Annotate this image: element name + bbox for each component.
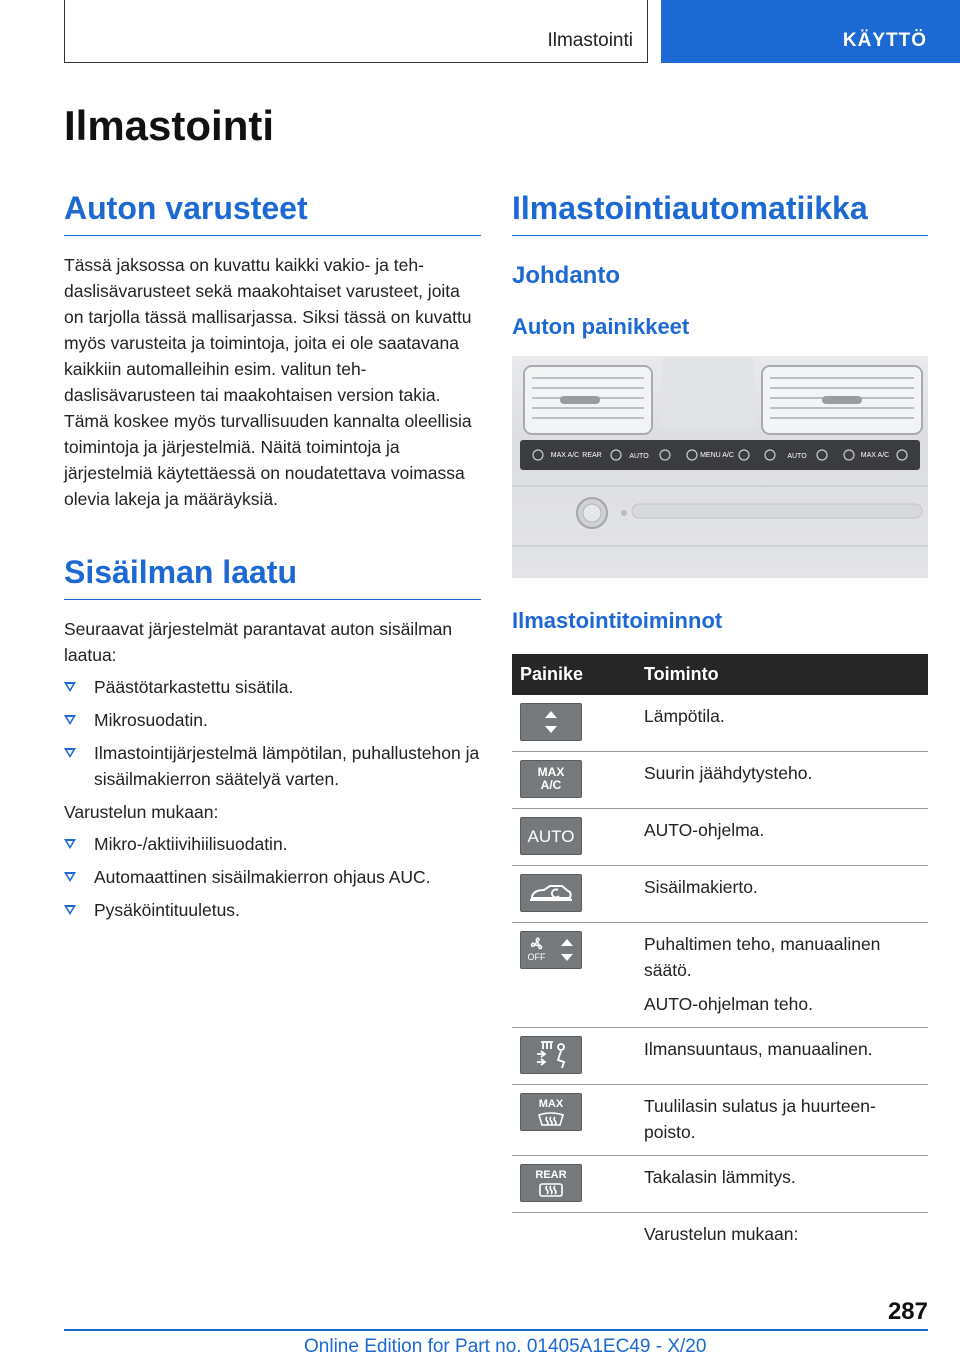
footer-divider <box>64 1329 928 1331</box>
function-text: Tuulilasin sulatus ja huurteenpoisto. <box>644 1096 876 1142</box>
function-text: AUTO-ohjelma. <box>644 820 765 840</box>
functions-heading: Ilmastointitoiminnot <box>512 608 723 633</box>
table-header-row <box>512 654 928 695</box>
climate-automatic-heading: Ilmastointiautomatiikka <box>512 190 928 236</box>
air-distribution-icon <box>520 1036 582 1074</box>
table-row <box>512 1028 928 1085</box>
header-chapter-label: KÄYTTÖ <box>842 30 927 51</box>
max-defrost-icon: MAX <box>520 1093 582 1131</box>
equipment-text: Tässä jaksossa on kuvattu kaikki vakio- ja tehdaslisävarusteet sekä maakohtaiset varusteet, joita on tarjolla tässä mallisarjassa. Siksi tässä on kuvattu myös varusteita ja toimintoja, joita ei ole saatavana kaikkiin automalleihin esim. valitun tehdaslisävarusteen tai maakohtaisen version takia. Tämä koskee myös turvallisuuden kannalta oleellisia toimintoja ja järjestelmiä. Näitä toimintoja ja järjestelmiä käytettäessä on noudatettava voimassa olevia lakeja ja määräyksiä. <box>64 255 472 509</box>
optional-list <box>64 831 481 923</box>
list-item: Pysäköintituuletus. <box>64 897 481 923</box>
air-quality-list <box>64 674 481 792</box>
header-section-box <box>64 0 648 63</box>
bullet-triangle-icon <box>64 748 76 758</box>
right-column <box>512 190 928 1257</box>
left-column <box>64 190 481 930</box>
function-text: Varustelun mukaan: <box>644 1224 799 1244</box>
bullet-triangle-icon <box>64 839 76 849</box>
function-text: Puhaltimen teho, manuaalinen säätö. <box>644 934 881 980</box>
photo-button-rear: REAR <box>582 452 602 459</box>
function-text: Takalasin lämmitys. <box>644 1167 796 1187</box>
controls-heading: Auton painikkeet <box>512 314 690 339</box>
recirculation-icon <box>520 874 582 912</box>
max-ac-icon: MAX A/C <box>520 760 582 798</box>
list-item: Mikro-/aktiivihiilisuodatin. <box>64 831 481 857</box>
equipment-note: Varustelun mukaan: <box>64 802 219 822</box>
table-row <box>512 1085 928 1156</box>
functions-table <box>512 654 928 1257</box>
list-item: Mikrosuodatin. <box>64 707 481 733</box>
photo-button-max-ac-right: MAX A/C <box>860 452 890 459</box>
bullet-triangle-icon <box>64 682 76 692</box>
col-function-header: Toiminto <box>636 654 928 695</box>
bullet-triangle-icon <box>64 905 76 915</box>
list-item: Päästötarkastettu sisätila. <box>64 674 481 700</box>
photo-button-auto-left: AUTO <box>629 453 649 460</box>
function-text: Ilmansuuntaus, manuaalinen. <box>644 1039 873 1059</box>
equipment-heading: Auton varusteet <box>64 190 481 236</box>
bullet-triangle-icon <box>64 872 76 882</box>
air-quality-heading: Sisäilman laatu <box>64 554 481 600</box>
function-text: Sisäilmakierto. <box>644 877 758 897</box>
temperature-arrows-icon <box>520 703 582 741</box>
rear-defrost-icon: REAR <box>520 1164 582 1202</box>
photo-button-max-ac: MAX A/C <box>550 452 580 459</box>
table-row <box>512 809 928 866</box>
function-text: Suurin jäähdytysteho. <box>644 763 813 783</box>
header-section-title: Ilmastointi <box>547 30 633 51</box>
function-text-secondary: AUTO-ohjelman teho. <box>644 994 813 1014</box>
page-title: Ilmastointi <box>64 102 275 149</box>
table-row <box>512 752 928 809</box>
table-row <box>512 695 928 752</box>
table-row <box>512 1156 928 1213</box>
auto-icon: AUTO <box>520 817 582 855</box>
table-row <box>512 923 928 1028</box>
photo-button-menu-ac: MENU A/C <box>700 452 734 459</box>
col-button-header: Painike <box>512 654 636 695</box>
function-text: Lämpötila. <box>644 706 725 726</box>
control-panel-illustration <box>512 356 928 578</box>
photo-button-auto-right: AUTO <box>787 453 807 460</box>
fan-off-arrows-icon: OFF <box>520 931 582 969</box>
table-row <box>512 866 928 923</box>
climate-control-panel-photo <box>512 356 928 578</box>
page-number: 287 <box>887 1298 928 1325</box>
header-chapter-tab[interactable] <box>661 0 960 63</box>
footer-edition-text: Online Edition for Part no. 01405A1EC49 - X/20 <box>304 1336 707 1357</box>
table-row <box>512 1213 928 1258</box>
list-item: Automaattinen sisäilmakierron ohjaus AUC. <box>64 864 481 890</box>
bullet-triangle-icon <box>64 715 76 725</box>
air-quality-intro: Seuraavat järjestelmät parantavat auton sisäilman laatua: <box>64 619 453 665</box>
list-item: Ilmastointijärjestelmä lämpötilan, puhallustehon ja sisäilmakierron säätelyä varten. <box>64 740 481 792</box>
intro-heading: Johdanto <box>512 262 620 289</box>
